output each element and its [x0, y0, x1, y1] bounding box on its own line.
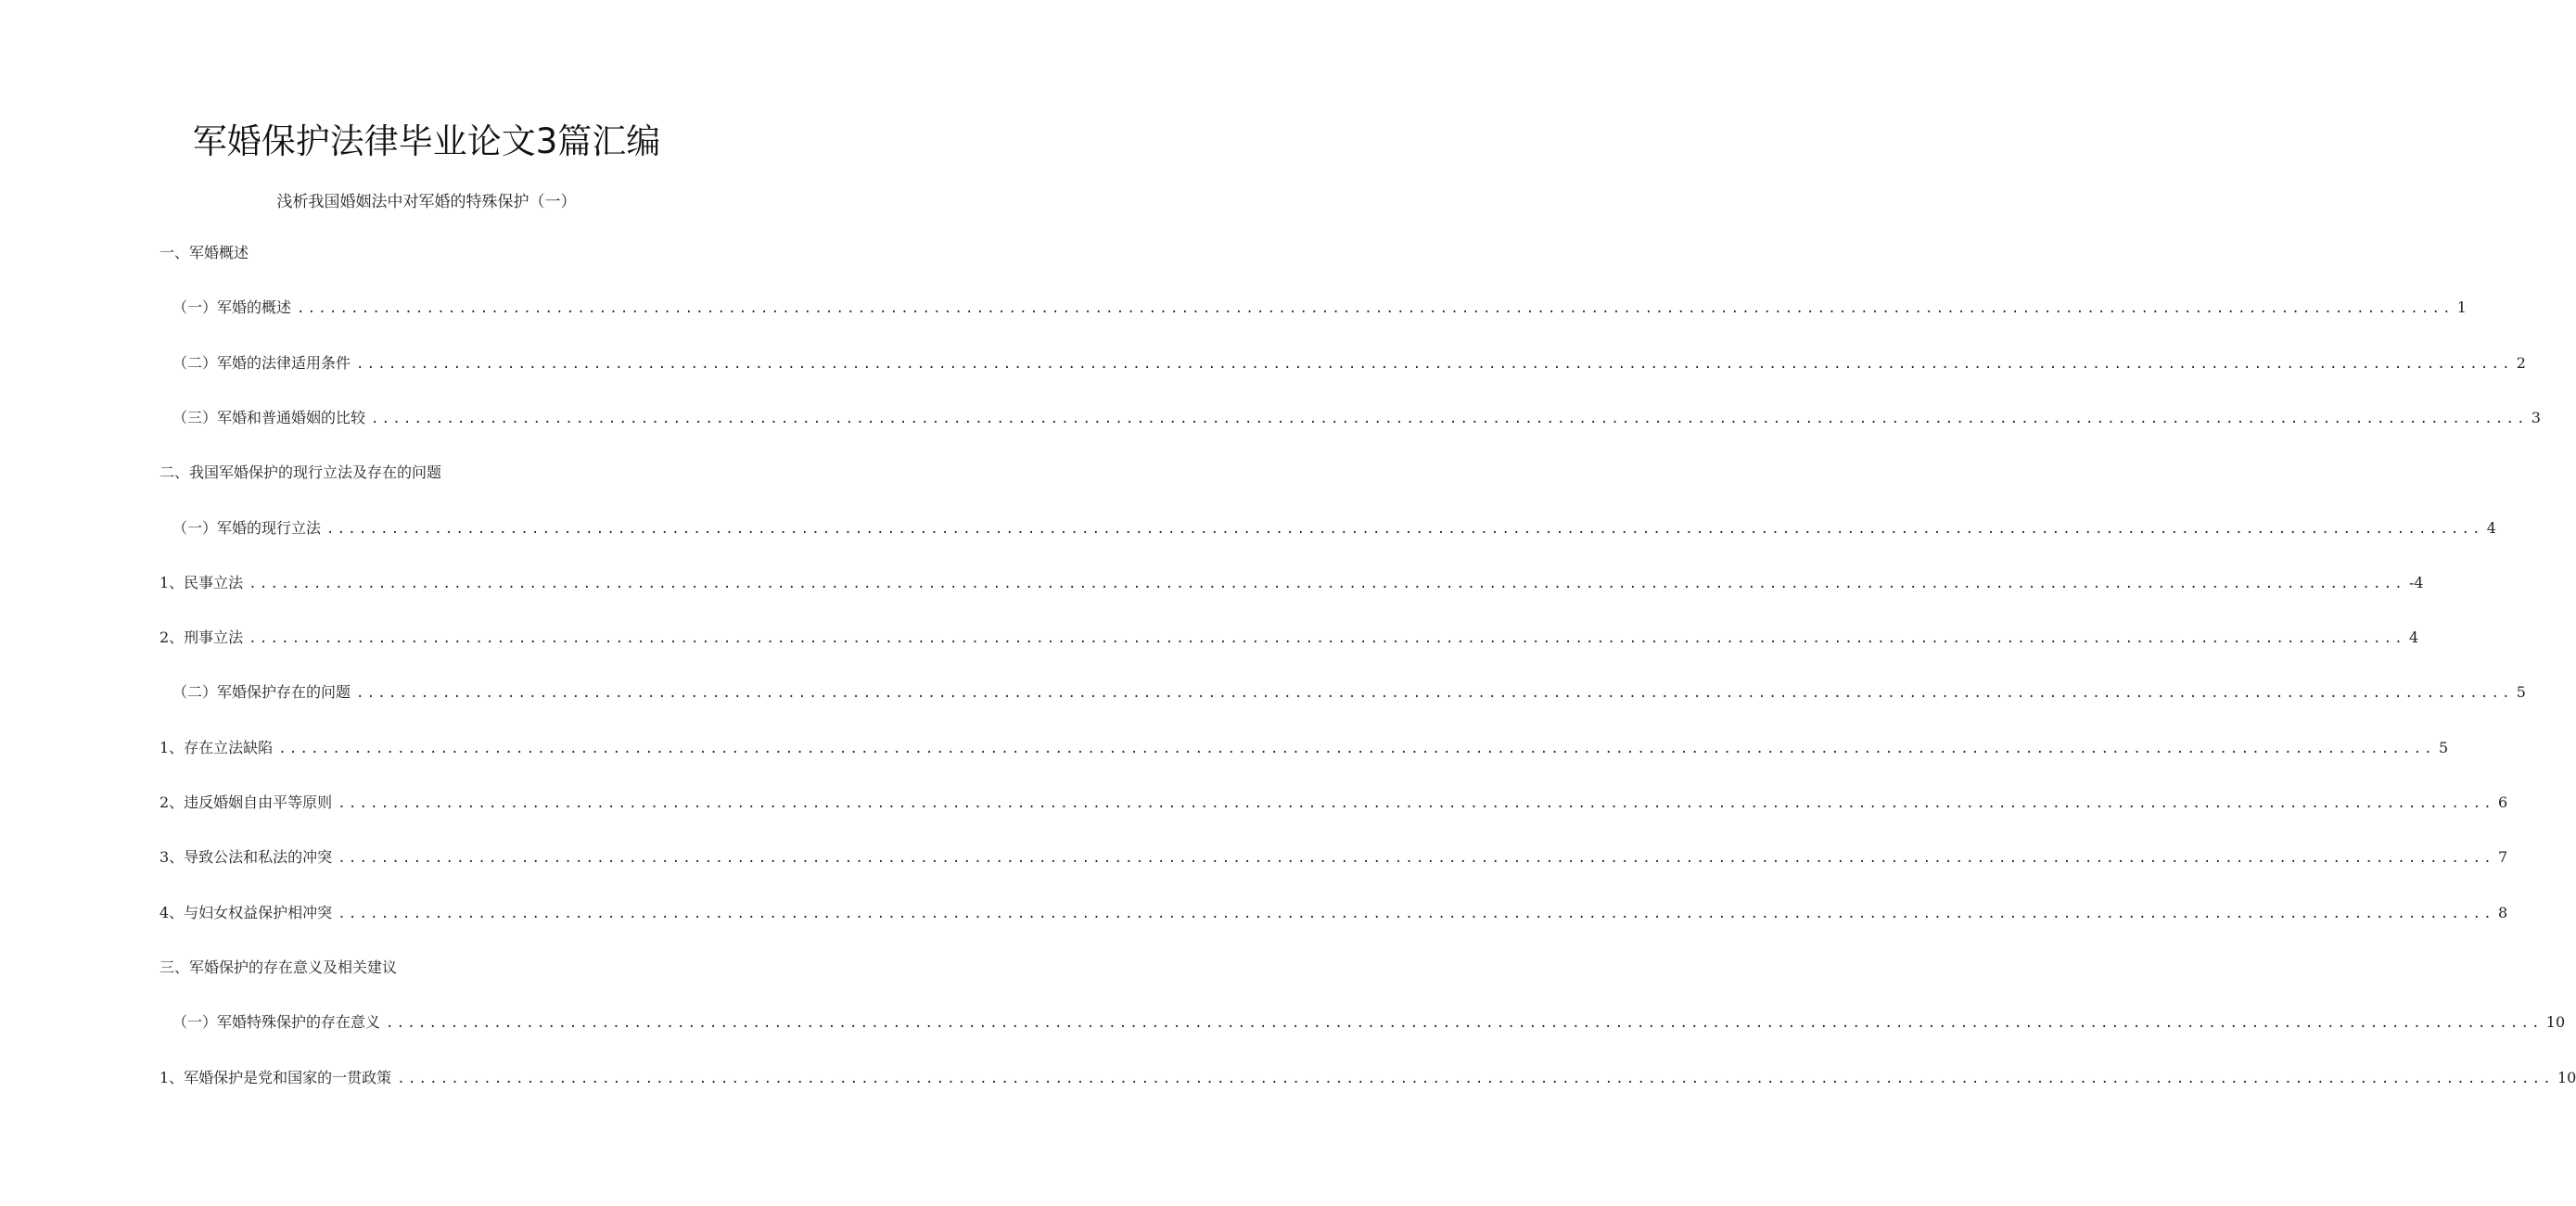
toc-page-number: 2: [2516, 354, 2526, 372]
toc-entry-label: （一）军婚的概述: [172, 298, 292, 316]
toc-entry-label: （一）军婚的现行立法: [172, 519, 322, 537]
toc-entry-label: （二）军婚保护存在的问题: [172, 683, 351, 701]
toc-dot-leader: ........................................................................................................................................................................................................: [297, 301, 2454, 316]
toc-entry[interactable]: [159, 792, 2508, 814]
toc-entry[interactable]: [159, 1067, 2576, 1089]
toc-entry[interactable]: [172, 407, 2541, 429]
toc-page-number: 5: [2516, 683, 2526, 701]
toc-dot-leader: ........................................................................................................................................................................................................: [386, 1016, 2543, 1031]
toc-page-number: 5: [2438, 739, 2449, 756]
toc-entry-label: 1、民事立法: [159, 574, 244, 591]
toc-dot-leader: ........................................................................................................................................................................................................: [338, 796, 2494, 811]
toc-entry[interactable]: [172, 517, 2496, 540]
toc-entry-label: 4、与妇女权益保护相冲突: [159, 904, 333, 921]
toc-page-number: 10: [2557, 1069, 2576, 1086]
document-title: 军婚保护法律毕业论文3篇汇编: [192, 121, 661, 161]
toc-dot-leader: ........................................................................................................................................................................................................: [397, 1072, 2554, 1086]
toc-dot-leader: ........................................................................................................................................................................................................: [356, 686, 2513, 701]
toc-entry[interactable]: [172, 681, 2526, 704]
toc-page-number: 8: [2497, 904, 2508, 921]
toc-dot-leader: ........................................................................................................................................................................................................: [278, 742, 2435, 756]
toc-page-number: 6: [2497, 793, 2508, 811]
toc-entry[interactable]: [159, 902, 2508, 924]
toc-page-number: -4: [2408, 574, 2424, 591]
toc-page-number: 7: [2497, 848, 2508, 866]
toc-entry[interactable]: [159, 572, 2424, 594]
toc-entry[interactable]: [159, 737, 2449, 759]
toc-dot-leader: ........................................................................................................................................................................................................: [326, 522, 2483, 537]
document-subtitle: 浅析我国婚姻法中对军婚的特殊保护（一）: [276, 193, 577, 211]
toc-dot-leader: ........................................................................................................................................................................................................: [249, 577, 2405, 591]
toc-entry-label: 2、刑事立法: [159, 628, 244, 646]
toc-entry-label: 2、违反婚姻自由平等原则: [159, 793, 333, 811]
toc-section-heading: 一、军婚概述: [159, 244, 249, 261]
toc-dot-leader: ........................................................................................................................................................................................................: [356, 357, 2513, 372]
toc-section-heading: 二、我国军婚保护的现行立法及存在的问题: [159, 463, 442, 481]
toc-dot-leader: ........................................................................................................................................................................................................: [371, 412, 2528, 426]
toc-entry-label: 1、军婚保护是党和国家的一贯政策: [159, 1069, 392, 1086]
toc-dot-leader: ........................................................................................................................................................................................................: [338, 851, 2494, 866]
toc-entry[interactable]: [172, 297, 2467, 319]
toc-entry-label: （三）军婚和普通婚姻的比较: [172, 409, 366, 426]
toc-page-number: 4: [2486, 519, 2496, 537]
toc-page-number: 10: [2545, 1013, 2566, 1031]
toc-page-number: 3: [2531, 409, 2541, 426]
toc-dot-leader: ........................................................................................................................................................................................................: [338, 907, 2494, 921]
toc-entry[interactable]: [172, 1011, 2566, 1034]
toc-entry-label: 3、导致公法和私法的冲突: [159, 848, 333, 866]
toc-page-number: 4: [2408, 628, 2419, 646]
toc-entry-label: （二）军婚的法律适用条件: [172, 354, 351, 372]
toc-entry[interactable]: [172, 352, 2526, 374]
toc-entry-label: 1、存在立法缺陷: [159, 739, 274, 756]
toc-dot-leader: ........................................................................................................................................................................................................: [249, 631, 2405, 646]
toc-section-heading: 三、军婚保护的存在意义及相关建议: [159, 958, 398, 976]
toc-entry[interactable]: [159, 627, 2419, 649]
toc-entry[interactable]: [159, 846, 2508, 869]
toc-page-number: 1: [2456, 298, 2467, 316]
toc-entry-label: （一）军婚特殊保护的存在意义: [172, 1013, 381, 1031]
